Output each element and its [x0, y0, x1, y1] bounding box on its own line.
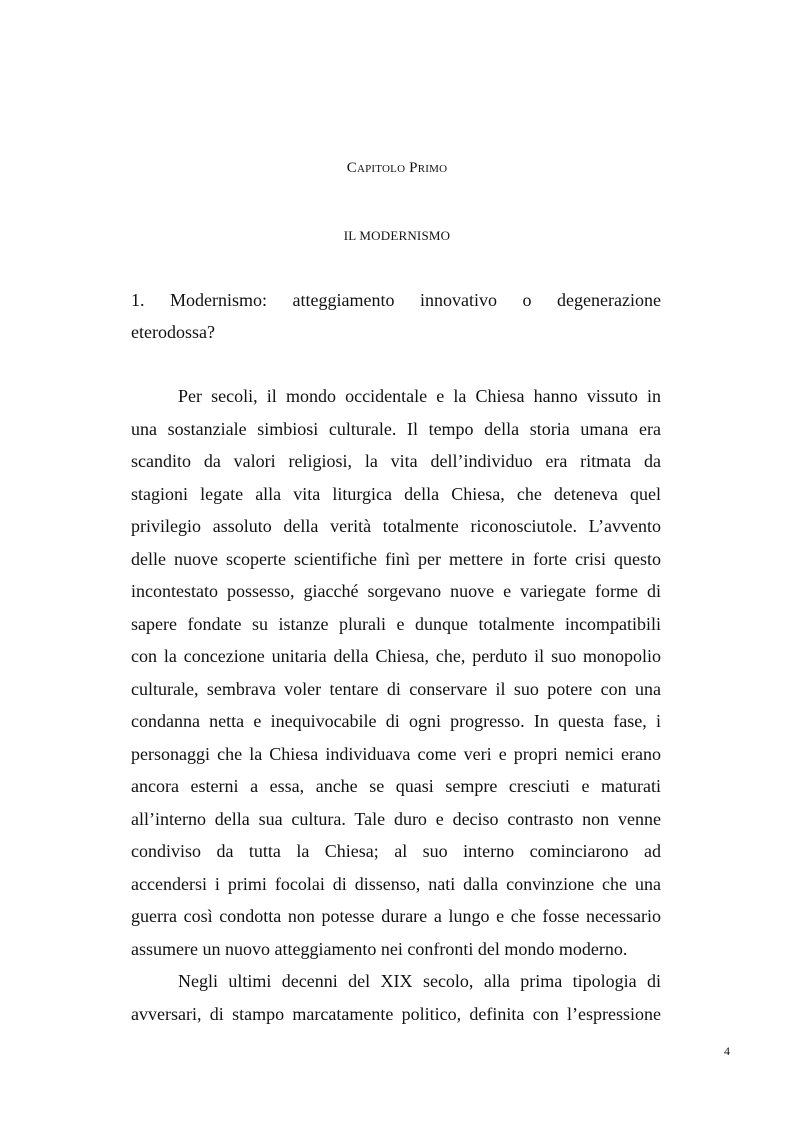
body-line: Per secoli, il mondo occidentale e la Chiesa hanno vissuto in: [178, 386, 661, 406]
body-line: assumere un nuovo atteggiamento nei confronti del mondo moderno.: [131, 938, 628, 959]
body-line: incontestato possesso, giacché sorgevano nuove e variegate forme di: [131, 581, 661, 601]
chapter-title: Capitolo Primo: [346, 160, 448, 176]
page-number: 4: [724, 1044, 730, 1058]
body-line: condanna netta e inequivocabile di ogni progresso. In questa fase, i: [131, 711, 661, 731]
body-line: ancora esterni a essa, anche se quasi sempre cresciuti e maturati: [131, 776, 661, 796]
subsection-heading: [131, 284, 661, 348]
body-line: guerra così condotta non potesse durare a lungo e che fosse necessario: [131, 906, 661, 926]
body-line: avversari, di stampo marcatamente politico, definita con l’espressione: [131, 1003, 661, 1024]
body-line: Negli ultimi decenni del XIX secolo, alla prima tipologia di: [178, 971, 661, 991]
subsection-heading-word: o: [522, 290, 532, 310]
body-line: accendersi i primi focolai di dissenso, nati dalla convinzione che una: [131, 873, 661, 894]
subsection-heading-line-1: [131, 284, 661, 316]
body-line: privilegio assoluto della verità totalmente riconosciutole. L’avvento: [131, 516, 661, 536]
body-line: culturale, sembrava voler tentare di conservare il suo potere con una: [131, 678, 661, 699]
subsection-heading-word: degenerazione: [557, 290, 661, 310]
body-line: con la concezione unitaria della Chiesa, che, perduto il suo monopolio: [131, 646, 661, 666]
body-line: delle nuove scoperte scientifiche finì per mettere in forte crisi questo: [131, 548, 661, 569]
body-line: sapere fondate su istanze plurali e dunque totalmente incompatibili: [131, 613, 661, 634]
subsection-heading-word: 1.: [131, 290, 145, 310]
subsection-heading-line-2: eterodossa?: [131, 322, 215, 342]
body-line: all’interno della sua cultura. Tale duro e deciso contrasto non venne: [131, 808, 661, 829]
subsection-heading-word: Modernismo:: [170, 290, 268, 310]
subsection-heading-word: innovativo: [420, 290, 498, 310]
subsection-heading-word: atteggiamento: [292, 290, 395, 310]
body-line: condiviso da tutta la Chiesa; al suo interno cominciarono ad: [131, 841, 661, 861]
body-line: scandito da valori religiosi, la vita dell’individuo era ritmata da: [131, 451, 661, 471]
body-line: personaggi che la Chiesa individuava come veri e propri nemici erano: [131, 743, 661, 764]
body-text: [131, 380, 661, 1030]
body-line: stagioni legate alla vita liturgica della Chiesa, che deteneva quel: [131, 483, 661, 504]
body-line: una sostanziale simbiosi culturale. Il tempo della storia umana era: [131, 418, 661, 439]
section-title: IL MODERNISMO: [343, 228, 451, 243]
